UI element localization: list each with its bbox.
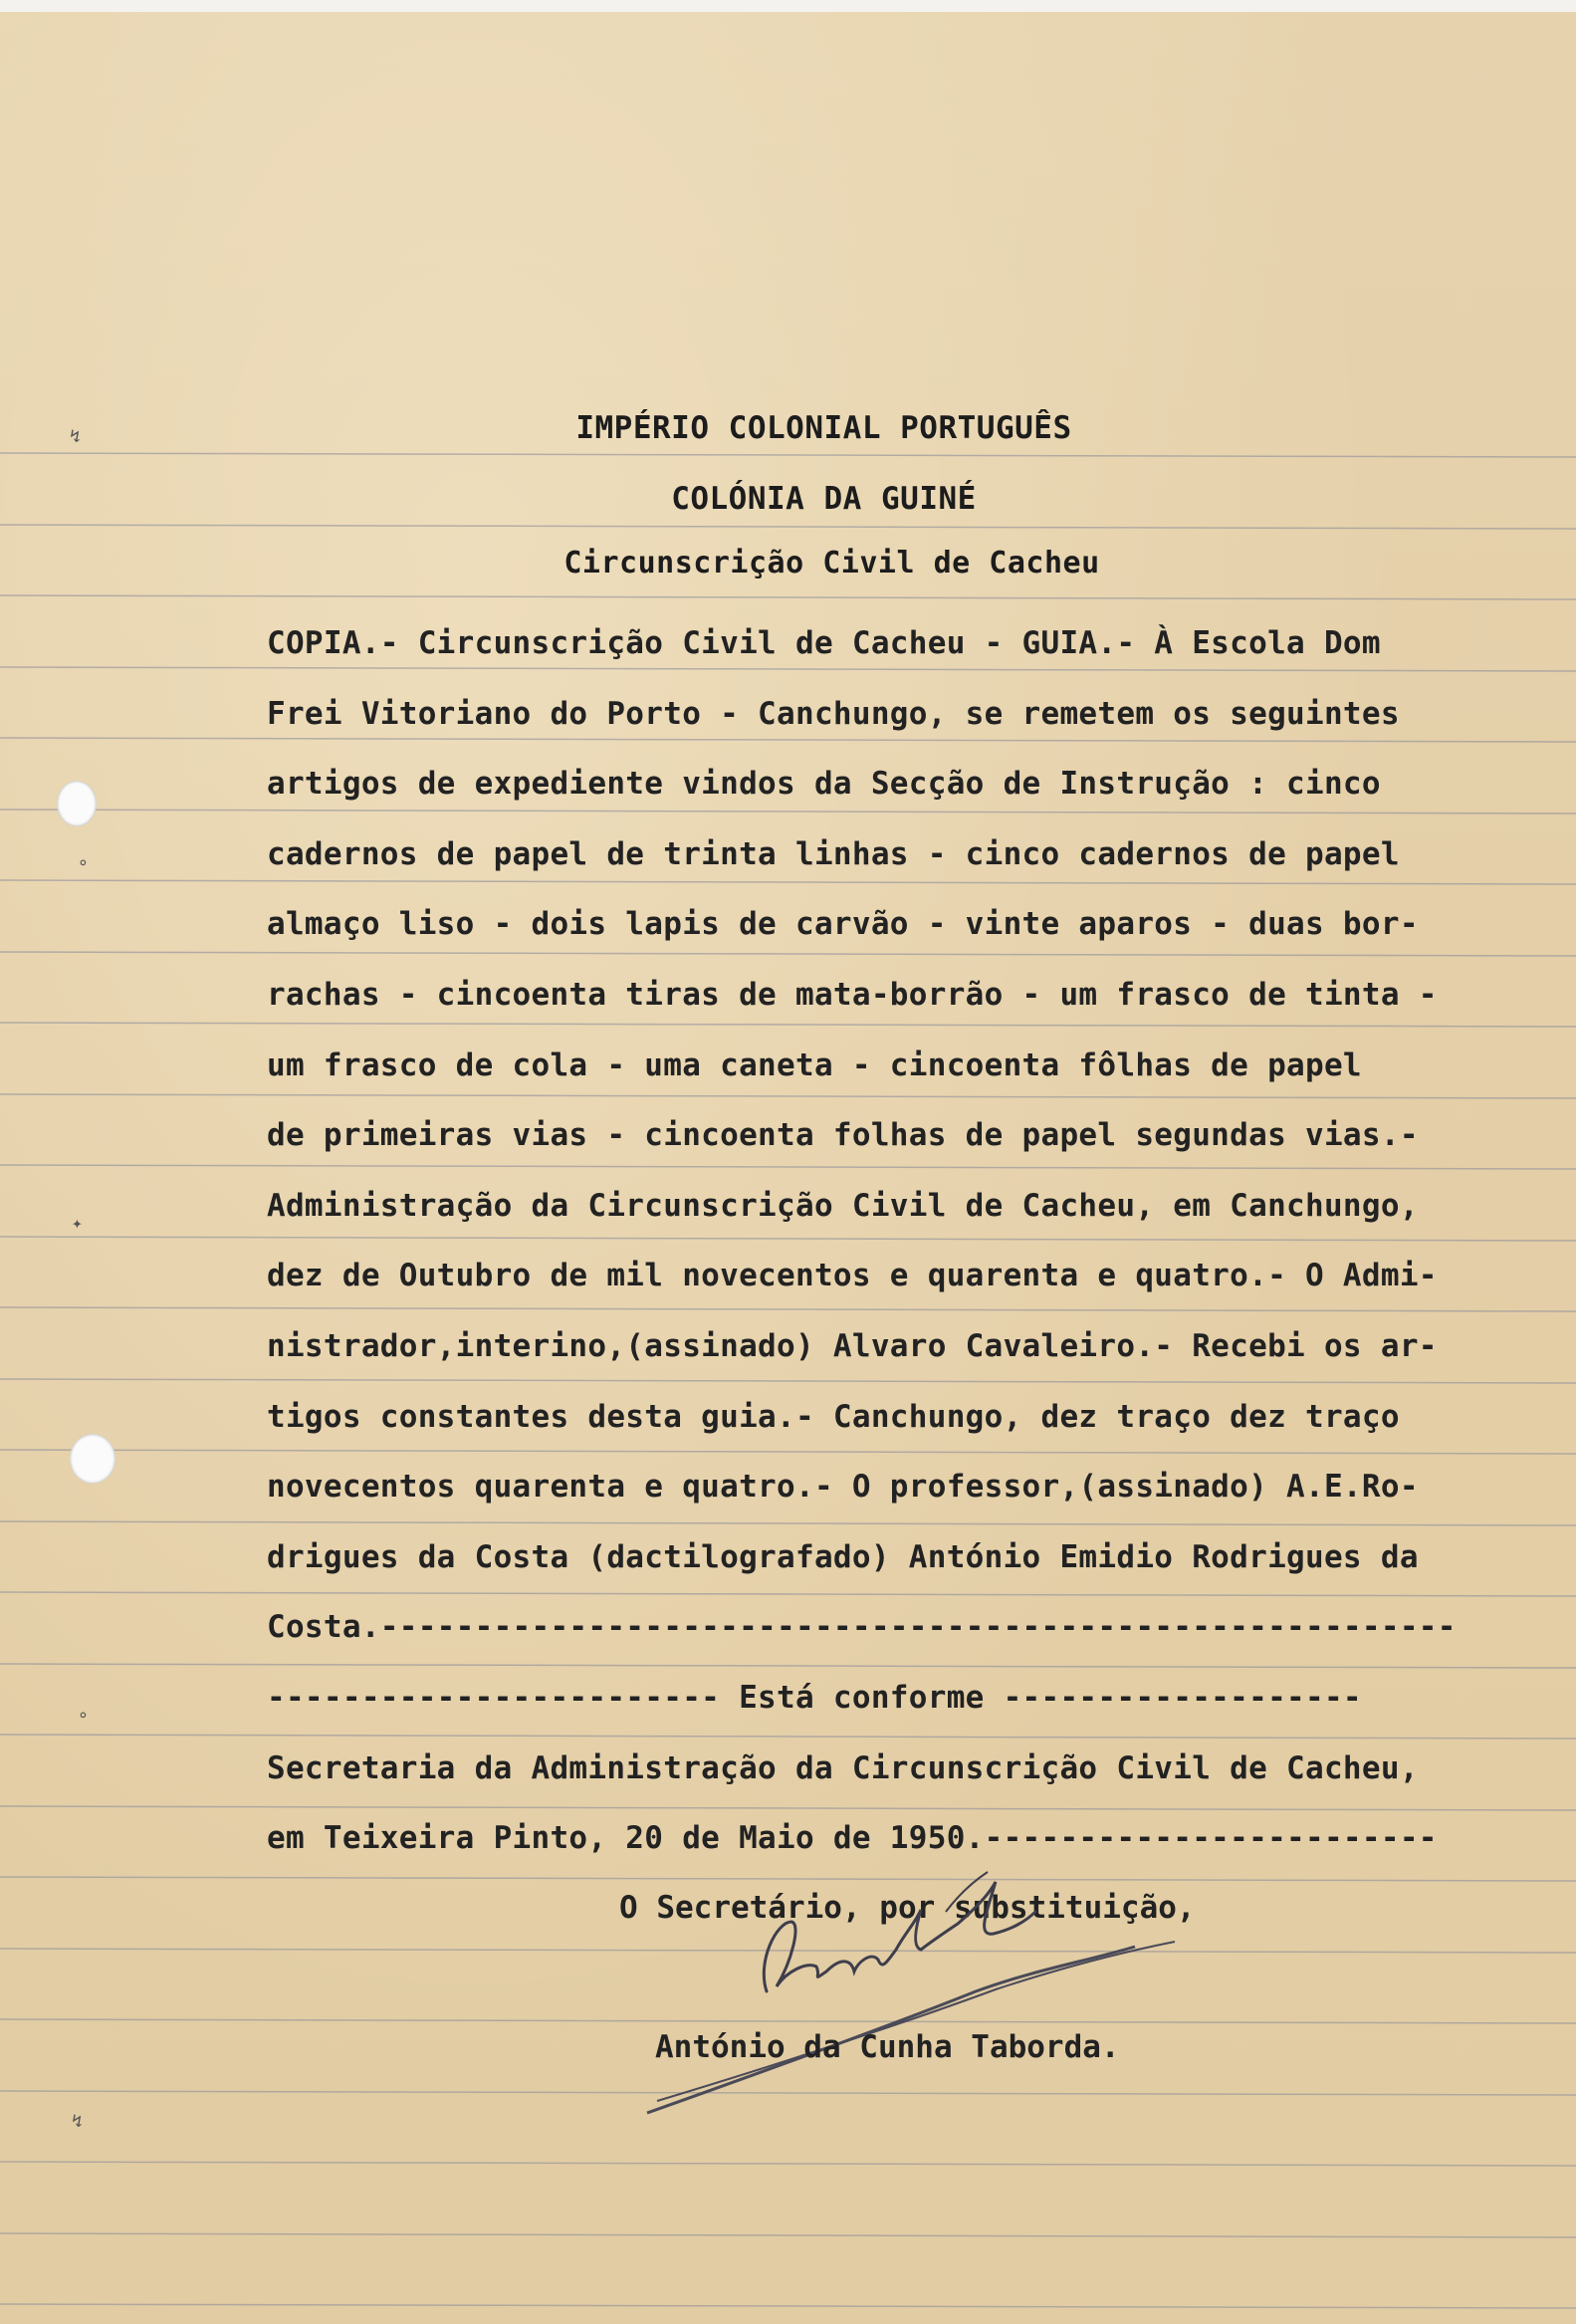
ruled-line <box>0 453 1576 457</box>
punch-hole <box>57 781 97 826</box>
ruled-line <box>0 2162 1576 2166</box>
body-text-line: ------------------------ Está conforme ------------------- <box>267 1680 1362 1716</box>
body-text-line: Frei Vitoriano do Porto - Canchungo, se remetem os seguintes <box>267 696 1400 732</box>
secretary-title: O Secretário, por substituição, <box>619 1890 1196 1926</box>
ruled-line <box>0 880 1576 884</box>
pin-mark: ∘ <box>78 852 89 873</box>
body-text-line: dez de Outubro de mil novecentos e quarenta e quatro.- O Admi- <box>267 1258 1438 1293</box>
ruled-line <box>0 2233 1576 2237</box>
ruled-line <box>0 1592 1576 1596</box>
body-text-line: rachas - cincoenta tiras de mata-borrão - um frasco de tinta - <box>267 977 1438 1013</box>
handwritten-signature <box>617 1852 1254 2151</box>
secretary-name: António da Cunha Taborda. <box>655 2029 1120 2065</box>
body-text-line: tigos constantes desta guia.- Canchungo, dez traço dez traço <box>267 1399 1400 1435</box>
ruled-line <box>0 1094 1576 1098</box>
body-text-line: almaço liso - dois lapis de carvão - vinte aparos - duas bor- <box>267 906 1419 942</box>
colony-heading: COLÓNIA DA GUINÉ <box>671 481 977 517</box>
pin-mark: ↯ <box>72 2111 83 2132</box>
body-text-line: cadernos de papel de trinta linhas - cinco cadernos de papel <box>267 836 1400 872</box>
ruled-line <box>0 1450 1576 1454</box>
ruled-line <box>0 525 1576 529</box>
body-text-line: um frasco de cola - uma caneta - cincoenta fôlhas de papel <box>267 1047 1362 1083</box>
body-text-line: em Teixeira Pinto, 20 de Maio de 1950.------------------------ <box>267 1820 1438 1856</box>
pin-mark: ✦ <box>72 1213 83 1234</box>
body-text-line: artigos de expediente vindos da Secção de Instrução : cinco <box>267 766 1381 802</box>
ruled-line <box>0 2304 1576 2308</box>
ruled-line <box>0 810 1576 813</box>
circumscription-heading: Circunscrição Civil de Cacheu <box>563 546 1100 581</box>
ruled-line <box>0 1165 1576 1169</box>
body-text-line: COPIA.- Circunscrição Civil de Cacheu - GUIA.- À Escola Dom <box>267 625 1381 661</box>
ruled-line <box>0 1023 1576 1027</box>
ruled-line <box>0 1307 1576 1311</box>
ruled-line <box>0 1379 1576 1383</box>
body-text-line: Secretaria da Administração da Circunscrição Civil de Cacheu, <box>267 1750 1419 1786</box>
ruled-line <box>0 1664 1576 1668</box>
ruled-line <box>0 1521 1576 1525</box>
pin-mark: ↯ <box>70 426 81 447</box>
body-text-line: drigues da Costa (dactilografado) António Emidio Rodrigues da <box>267 1539 1419 1575</box>
body-text-line: novecentos quarenta e quatro.- O professor,(assinado) A.E.Ro- <box>267 1469 1419 1505</box>
body-text-line: Administração da Circunscrição Civil de Cacheu, em Canchungo, <box>267 1188 1419 1224</box>
ruled-line <box>0 738 1576 742</box>
punch-hole <box>70 1434 115 1484</box>
body-text-line: nistrador,interino,(assinado) Alvaro Cavaleiro.- Recebi os ar- <box>267 1328 1438 1364</box>
ruled-line <box>0 1237 1576 1241</box>
ruled-line <box>0 952 1576 956</box>
body-text-line: Costa.--------------------------------------------------------- <box>267 1609 1457 1645</box>
body-text-line: de primeiras vias - cincoenta folhas de papel segundas vias.- <box>267 1117 1419 1153</box>
ruled-line <box>0 667 1576 671</box>
pin-mark: ∘ <box>78 1705 89 1726</box>
ruled-line <box>0 1735 1576 1739</box>
ruled-line <box>0 1806 1576 1810</box>
empire-heading: IMPÉRIO COLONIAL PORTUGUÊS <box>575 410 1072 446</box>
ruled-line <box>0 595 1576 599</box>
